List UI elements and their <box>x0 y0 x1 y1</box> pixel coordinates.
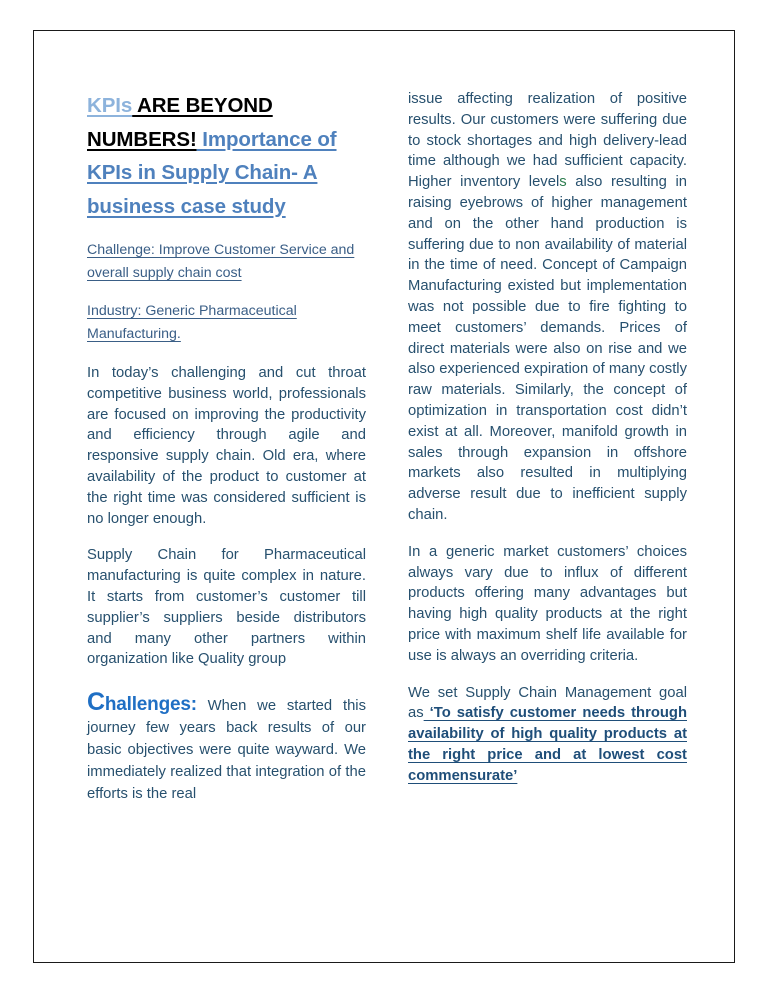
left-paragraph-1: In today’s challenging and cut throat competitive business world, professionals are focused on improving the productivity and efficiency through agile and responsive supply chain. Old era, where availability of the product to customer at the right time was considered sufficient is no longer enough. <box>87 365 366 527</box>
title-run-are-beyond-numbers: ARE BEYOND NUMBERS! <box>87 94 273 151</box>
right-paragraph-3 <box>408 683 687 787</box>
challenge-line: Challenge: Improve Customer Service and overall supply chain cost <box>87 242 355 281</box>
goal-lead-text: We set Supply Chain Management goal as <box>408 684 687 722</box>
challenges-body-text: When we started this journey few years back results of our basic objectives were quite wayward. We immediately realized that integration of the efforts is the real <box>87 698 366 803</box>
title-run-kpis: KPIs <box>87 94 133 117</box>
left-paragraph-2: Supply Chain for Pharmaceutical manufacturing is quite complex in nature. It starts from customer’s customer till supplier’s suppliers beside distributors and many other partners within organization like Quality group <box>87 547 366 668</box>
page-title <box>87 89 366 223</box>
right-paragraph-1-green-char: s <box>559 174 567 191</box>
goal-statement: ‘To satisfy customer needs through availability of high quality products at the right price and at lowest cost commensurate’ <box>408 705 687 784</box>
challenges-heading-rest: hallenges: <box>104 694 197 716</box>
challenges-paragraph <box>87 688 366 805</box>
right-paragraph-1-part-b: also resulting in raising eyebrows of higher management and on the other hand production is suffering due to non availability of material in the time of need. Concept of Campaign Manufacturing existed but implementation was not possible due to fire fighting to meet customers’ demands. Prices of direct materials were also on rise and we also experienced expiration of many costly raw materials. Similarly, the concept of optimization in transportation cost didn’t exist at all. Moreover, manifold growth in sales through expansion in offshore markets also resulted in multiplying adverse result due to inefficient supply chain. <box>408 174 687 523</box>
right-paragraph-1 <box>408 89 687 526</box>
document-page-frame <box>33 30 735 963</box>
document-body <box>87 89 687 919</box>
left-column <box>87 89 366 919</box>
right-column <box>408 89 687 919</box>
challenges-dropcap: C <box>87 688 105 717</box>
title-run-importance: Importance of KPIs in Supply Chain- A business case study <box>87 127 337 218</box>
challenges-heading <box>87 688 197 717</box>
right-paragraph-1-part-a: issue affecting realization of positive results. Our customers were suffering due to stock shortages and high delivery-lead time although we had sufficient capacity. Higher inventory level <box>408 91 687 191</box>
industry-line: Industry: Generic Pharmaceutical Manufacturing. <box>87 303 297 342</box>
right-paragraph-2: In a generic market customers’ choices always vary due to influx of different products offering many advantages but having high quality products at the right price with maximum shelf life available for use is always an overriding criteria. <box>408 543 687 664</box>
